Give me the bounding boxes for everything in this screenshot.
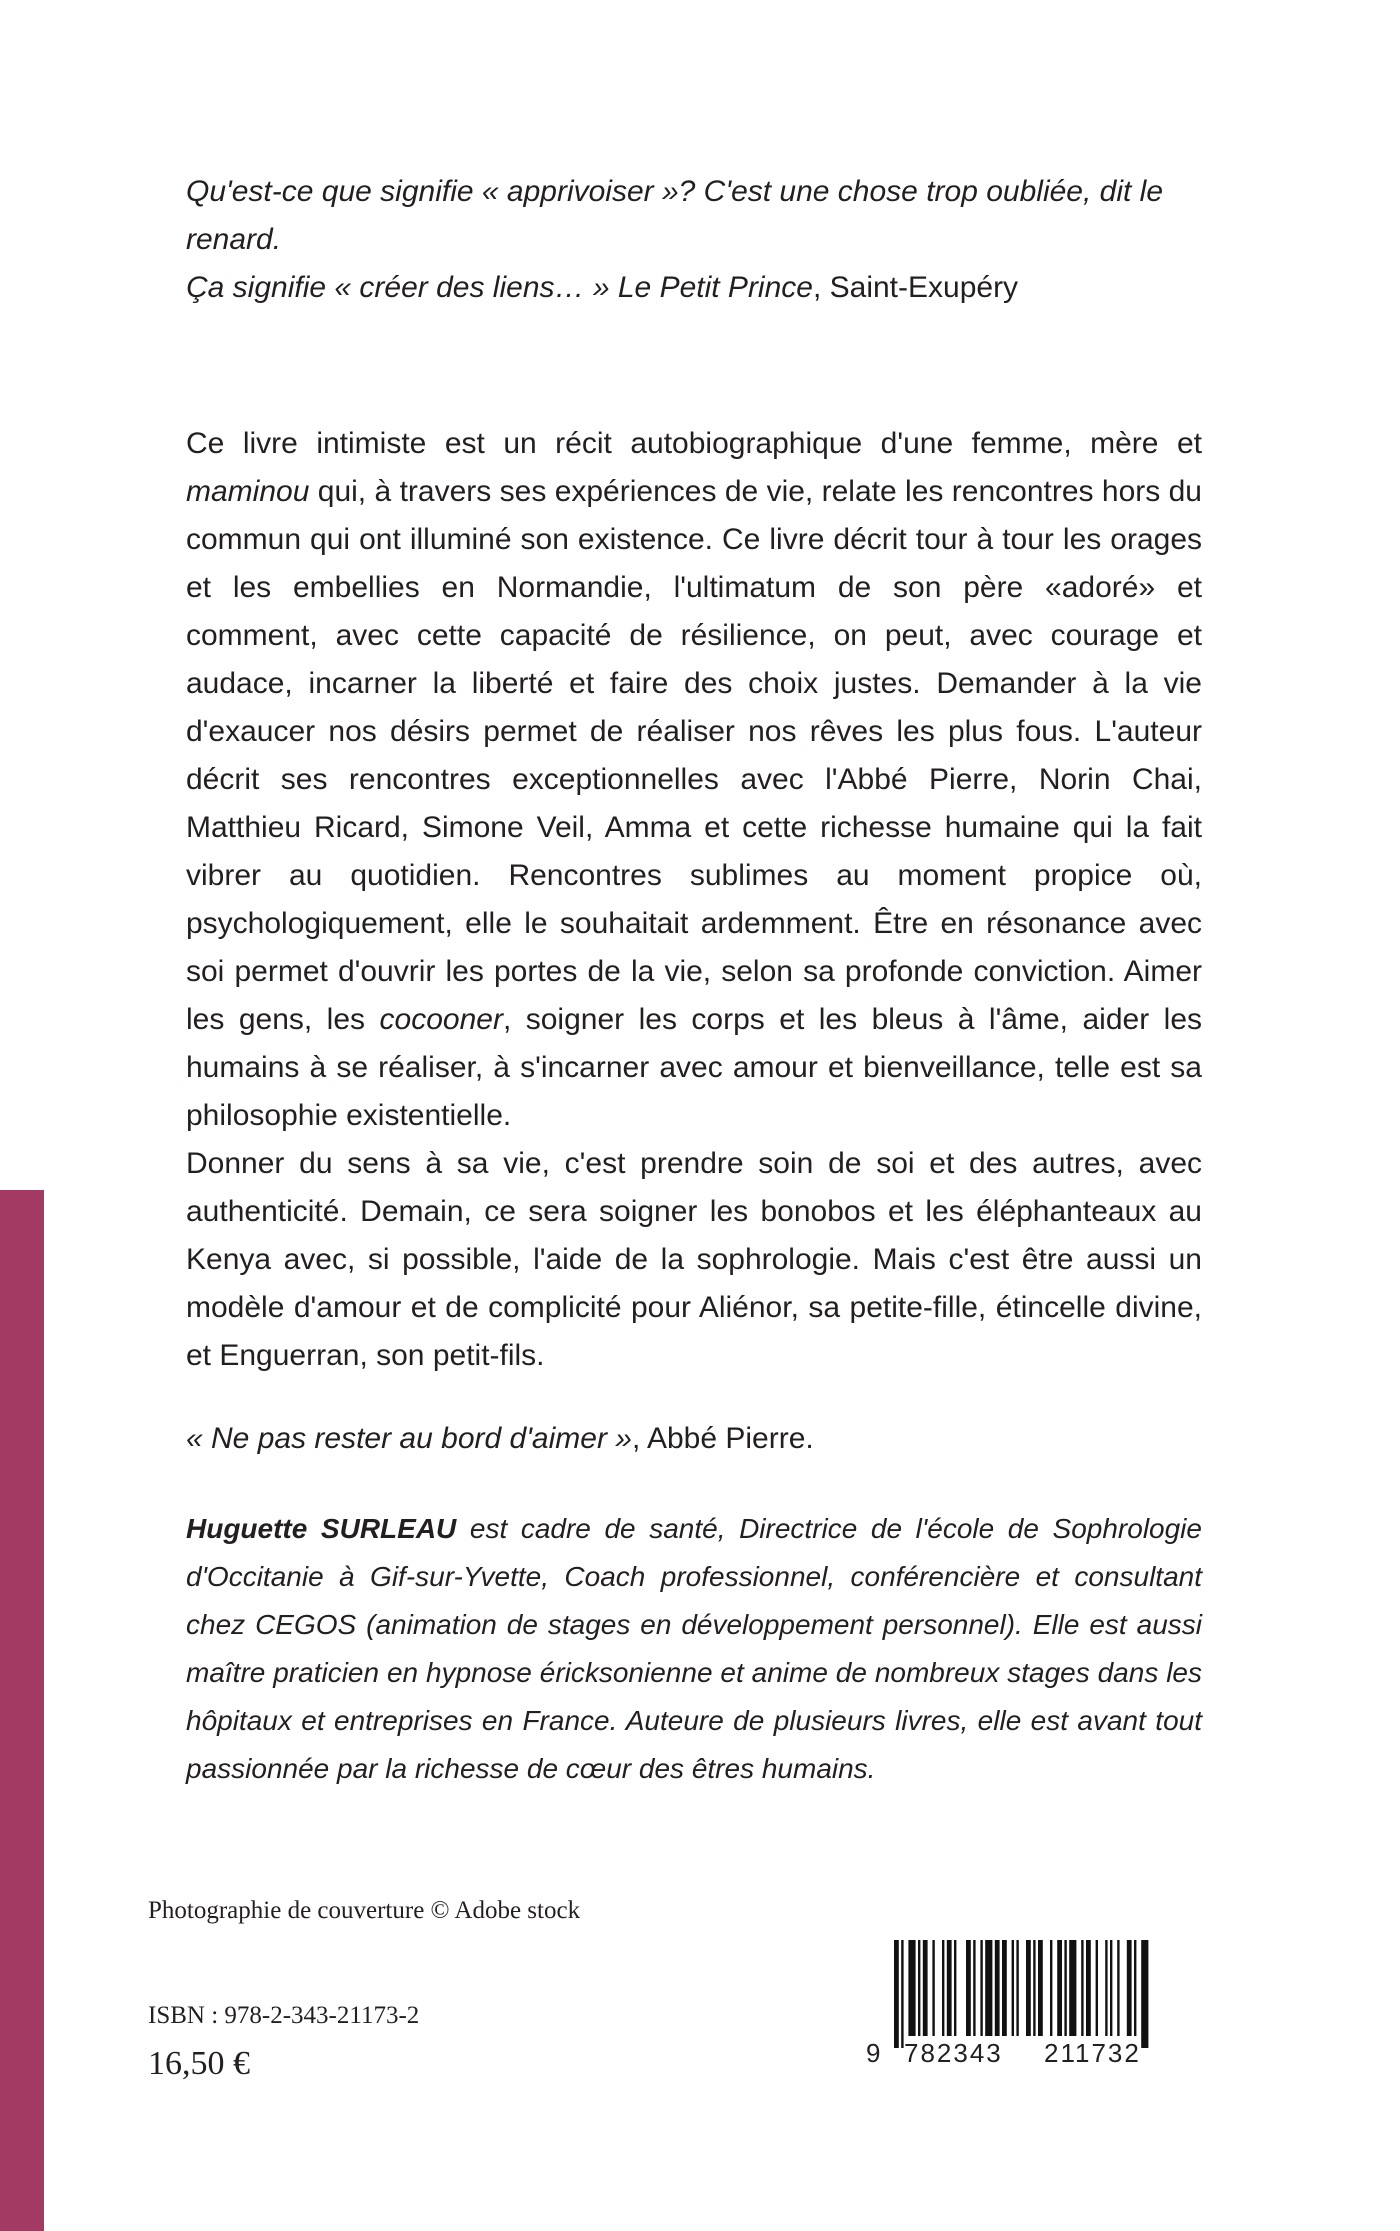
barcode-bar xyxy=(1033,1940,1035,2036)
barcode-right-group: 211732 xyxy=(1044,2038,1141,2068)
barcode xyxy=(866,1940,1178,2080)
barcode-bar xyxy=(1012,1940,1014,2036)
author-bio xyxy=(186,1505,1202,1793)
epigraph-line-1: Qu'est-ce que signifie « apprivoiser »? C'est une chose trop oubliée, dit le renard. xyxy=(186,175,1164,256)
barcode-bar xyxy=(1117,1940,1119,2036)
barcode-bar xyxy=(954,1940,956,2036)
isbn: ISBN : 978-2-343-21173-2 xyxy=(148,2002,420,2029)
summary-p1-emphasis-2: cocooner xyxy=(379,1003,503,1036)
summary-p1-part3: , soigner les corps et les bleus à l'âme, aider les humains à se réaliser, à s'incarner avec amour et bienveillance, telle est sa philosophie existentielle. xyxy=(186,1003,1203,1132)
epigraph xyxy=(186,168,1202,312)
barcode-bar xyxy=(1038,1940,1043,2036)
barcode-bar xyxy=(1064,1940,1066,2036)
barcode-bar xyxy=(1026,1940,1031,2036)
side-color-band xyxy=(0,1190,44,2231)
barcode-bar xyxy=(1016,1940,1018,2036)
barcode-first-digit: 9 xyxy=(866,2038,883,2068)
barcode-bars xyxy=(866,1940,1178,2050)
barcode-bar xyxy=(1069,1940,1076,2036)
summary-p1-part2: qui, à travers ses expériences de vie, relate les rencontres hors du commun qui ont illuminé son existence. Ce livre décrit tour à tour les orages et les embellies en Normandie, l'ultimatum de son père «adoré» et comment, avec cette capacité de résilience, on peut, avec courage et audace, incarner la liberté et faire des choix justes. Demander à la vie d'exaucer nos désirs permet de réaliser nos rêves les plus fous. L'auteur décrit ses rencontres exceptionnelles avec l'Abbé Pierre, Norin Chai, Matthieu Ricard, Simone Veil, Amma et cette richesse humaine qui la fait vibrer au quotidien. Rencontres sublimes au moment propice où, psychologiquement, elle le souhaitait ardemment. Être en résonance avec soi permet d'ouvrir les portes de la vie, selon sa profonde conviction. Aimer les gens, les xyxy=(186,475,1202,1036)
summary-paragraph-2: Donner du sens à sa vie, c'est prendre soin de soi et des autres, avec authenticité. Demain, ce sera soigner les bonobos et les éléphanteaux au Kenya avec, si possible, l'aide de la sophrologie. Mais c'est être aussi un modèle d'amour et de complicité pour Aliénor, sa petite-fille, étincelle divine, et Enguerran, son petit-fils. xyxy=(186,1147,1202,1372)
barcode-bar xyxy=(1105,1940,1107,2036)
epigraph-line-2-italic: Ça signifie « créer des liens… » Le Petit Prince xyxy=(186,271,813,304)
barcode-bar xyxy=(932,1940,934,2036)
barcode-bar xyxy=(995,1940,1000,2036)
barcode-bar xyxy=(918,1940,920,2036)
epigraph-attribution: , Saint-Exupéry xyxy=(812,271,1019,304)
summary-p1-part1: Ce livre intimiste est un récit autobiographique d'une femme, mère et xyxy=(186,427,1202,460)
photo-credit: Photographie de couverture © Adobe stock xyxy=(148,1897,581,1924)
barcode-bar xyxy=(894,1940,899,2048)
barcode-left-group: 782343 xyxy=(904,2038,1003,2068)
barcode-bar xyxy=(1110,1940,1112,2036)
barcode-bar xyxy=(947,1940,952,2036)
barcode-bar xyxy=(985,1940,992,2036)
barcode-bar xyxy=(980,1940,982,2036)
barcode-bar xyxy=(1081,1940,1083,2036)
closing-quote-attribution: , Abbé Pierre. xyxy=(631,1422,814,1455)
barcode-bar xyxy=(973,1940,975,2036)
barcode-bar xyxy=(1134,1940,1136,2036)
barcode-bar xyxy=(901,1940,903,2048)
barcode-bar xyxy=(1050,1940,1052,2036)
summary-p1-emphasis-1: maminou xyxy=(186,475,310,508)
summary-paragraph-1 xyxy=(186,420,1202,1140)
epigraph-line-2 xyxy=(186,264,1202,312)
barcode-bar xyxy=(1141,1940,1148,2048)
author-name: Huguette SURLEAU xyxy=(186,1513,457,1544)
barcode-bar xyxy=(908,1940,915,2036)
barcode-bar xyxy=(1057,1940,1062,2036)
barcode-bar xyxy=(1086,1940,1091,2036)
barcode-bar xyxy=(942,1940,944,2036)
summary-text xyxy=(186,420,1202,1380)
barcode-bar xyxy=(1127,1940,1132,2036)
closing-quote xyxy=(186,1415,1202,1463)
closing-quote-text: « Ne pas rester au bord d'aimer » xyxy=(186,1422,632,1455)
barcode-bar xyxy=(1002,1940,1007,2036)
barcode-bar xyxy=(1096,1940,1098,2036)
barcode-bar xyxy=(923,1940,928,2036)
author-bio-text: est cadre de santé, Directrice de l'école de Sophrologie d'Occitanie à Gif-sur-Yvette, Coach professionnel, conférencière et consultant chez CEGOS (animation de stages en développement personnel). Elle est aussi maître praticien en hypnose éricksonienne et anime de nombreux stages dans les hôpitaux et entreprises en France. Auteure de plusieurs livres, elle est avant tout passionnée par la richesse de cœur des êtres humains. xyxy=(186,1513,1202,1784)
price: 16,50 € xyxy=(148,2045,250,2082)
barcode-bar xyxy=(966,1940,971,2036)
